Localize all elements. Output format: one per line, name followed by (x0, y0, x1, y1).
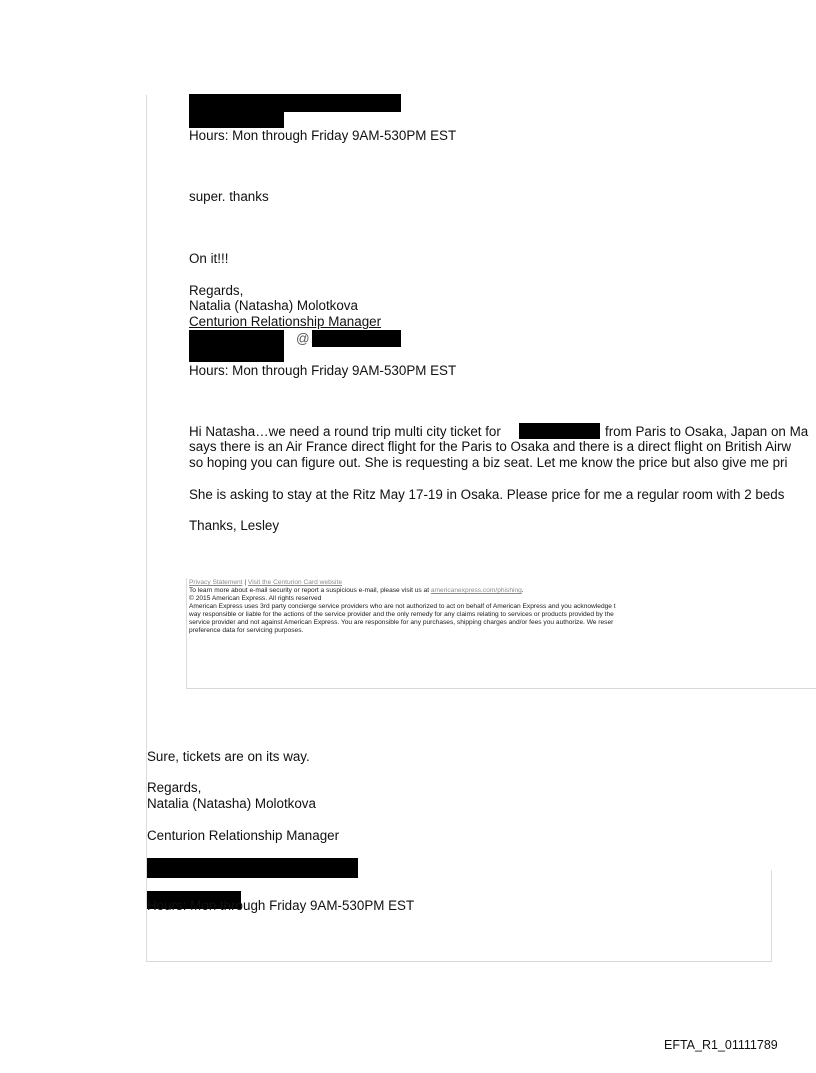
footer-links (189, 579, 342, 587)
hotel-request-text: She is asking to stay at the Ritz May 17-19 in Osaka. Please price for me a regular room with 2 beds (189, 487, 785, 502)
request-text: so hoping you can figure out. She is requesting a biz seat. Let me know the price but also give me pri (189, 455, 788, 470)
phishing-link[interactable]: americanexpress.com/phishing (430, 587, 522, 594)
inner-quote-bottom-border (186, 688, 816, 689)
request-text: says there is an Air France direct flight for the Paris to Osaka and there is a direct flight on British Airw (189, 439, 792, 454)
reply-bottom-border (146, 961, 772, 962)
signature-regards: Regards, (189, 283, 244, 298)
centurion-website-link[interactable]: Visit the Centurion Card website (247, 579, 342, 586)
disclaimer-text: service provider and not against American Express. You are responsible for any purchases, shipping charges and/or fees you authorize. We reser (189, 619, 614, 626)
redaction-bar (312, 330, 401, 347)
disclaimer-text: preference data for servicing purposes. (189, 627, 304, 634)
disclaimer-text: way responsible or liable for the actions of the service provider and the only remedy for any claims relating to services or products provided by the (189, 611, 614, 618)
link-separator: | (244, 579, 247, 586)
quoted-reply-text: super. thanks (189, 189, 269, 204)
reply-right-border (771, 870, 772, 961)
hours-line: Hours: Mon through Friday 9AM-530PM EST (189, 128, 457, 143)
signoff-text: Thanks, Lesley (189, 518, 280, 533)
signature-title: Centurion Relationship Manager (189, 314, 382, 329)
redaction-bar (189, 347, 284, 362)
inner-quote-left-border (186, 578, 187, 688)
privacy-statement-link[interactable]: Privacy Statement (189, 579, 243, 586)
reply-hours-line: Hours: Mon through Friday 9AM-530PM EST (147, 898, 415, 913)
redaction-bar (147, 858, 358, 878)
document-id: EFTA_R1_01111789 (664, 1038, 778, 1052)
redaction-bar (189, 94, 401, 112)
redaction-bar (189, 330, 284, 347)
signature-name: Natalia (Natasha) Molotkova (189, 298, 358, 313)
hours-line: Hours: Mon through Friday 9AM-530PM EST (189, 363, 457, 378)
redaction-bar (189, 112, 284, 128)
request-text: Hi Natasha…we need a round trip multi city ticket for (189, 424, 501, 439)
quoted-reply-text: On it!!! (189, 251, 229, 266)
phishing-notice-text: To learn more about e-mail security or report a suspicious e-mail, please visit us at (189, 587, 430, 594)
phishing-notice-end: . (521, 587, 524, 594)
reply-title: Centurion Relationship Manager (147, 828, 340, 843)
disclaimer-text: American Express uses 3rd party concierge service providers who are not authorized to act on behalf of American Express and you acknowledge t (189, 603, 616, 610)
redaction-bar (519, 423, 600, 439)
request-text: from Paris to Osaka, Japan on Ma (605, 424, 809, 439)
reply-regards: Regards, (147, 780, 202, 795)
copyright-text: © 2015 American Express. All rights reserved (189, 595, 322, 602)
email-at-sign: @ (296, 331, 310, 346)
phishing-notice (189, 587, 524, 595)
reply-body: Sure, tickets are on its way. (147, 749, 310, 764)
reply-name: Natalia (Natasha) Molotkova (147, 796, 316, 811)
